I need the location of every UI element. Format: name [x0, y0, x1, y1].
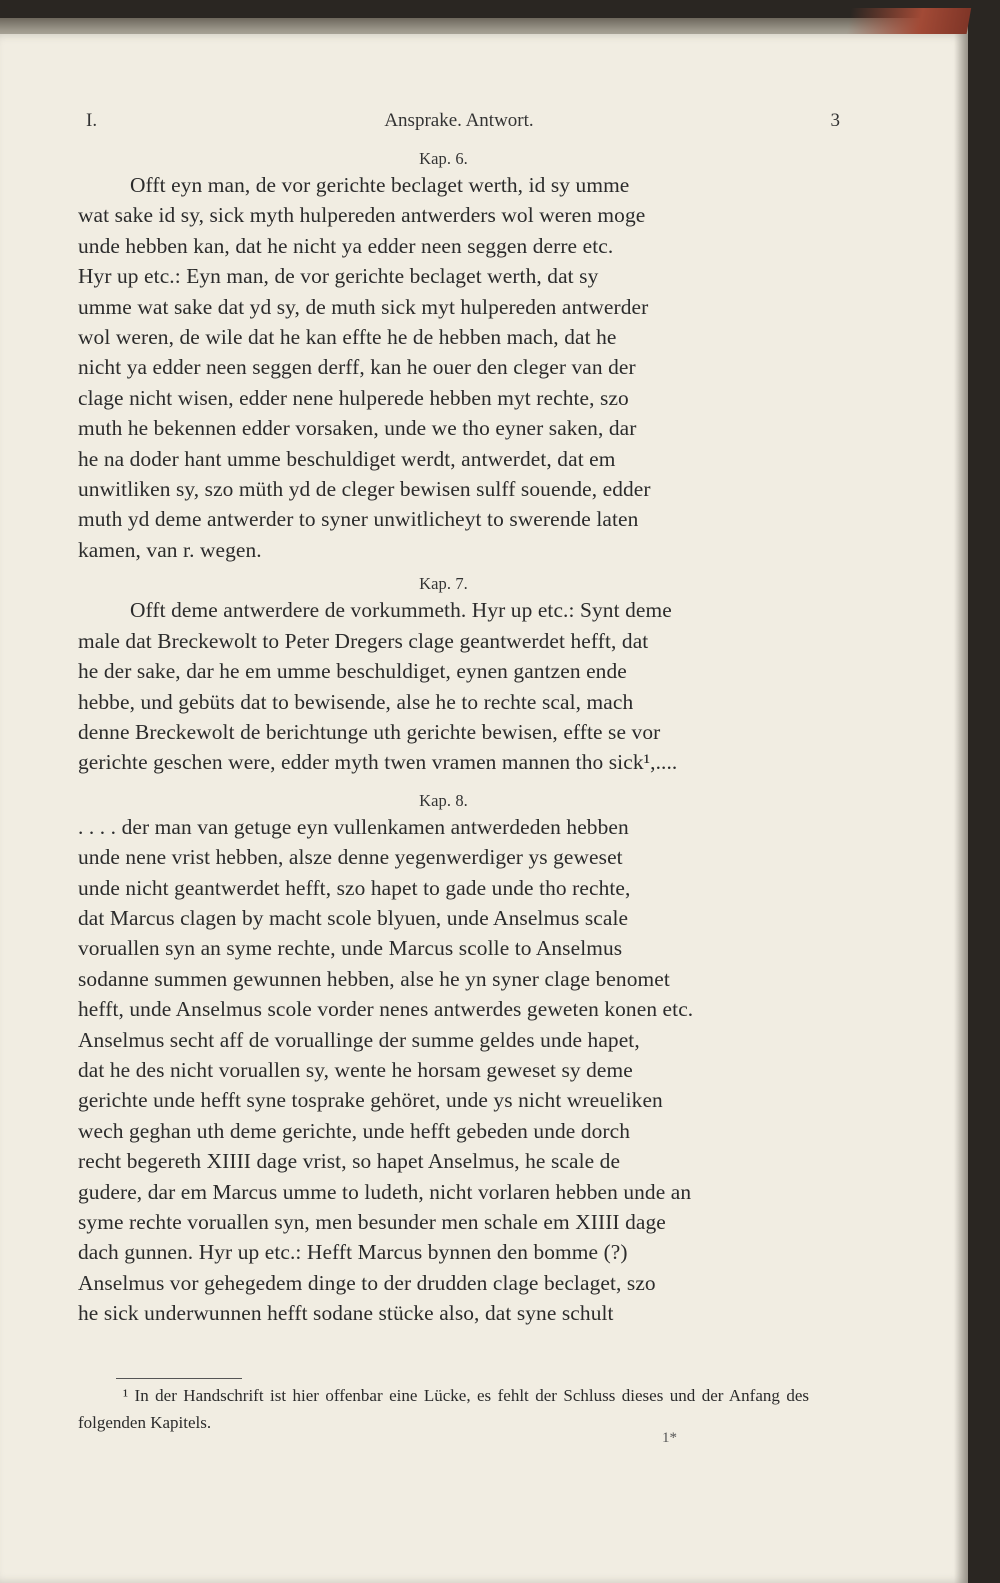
chapter-heading-8: Kap. 8. [419, 790, 468, 810]
header-signature: I. [86, 110, 98, 131]
chapter-6-text: Offt eyn man, de vor gerichte beclaget werth, id sy umme wat sake id sy, sick myth hulpereden antwerders wol weren moge unde hebben kan, dat he nicht ya edder neen seggen derre etc. Hyr up etc.: Eyn man, de vor gerichte beclaget werth, dat sy umme wat sake dat yd sy, de muth sick myt hulpereden antwerder wol weren, de wile dat he kan effte he de hebben mach, dat he nicht ya edder neen seggen derff, kan he ouer den cleger van der clage nicht wisen, edder nene hulperede hebben myt rechte, szo muth he bekennen edder vorsaken, unde we tho eyner saken, dar he na doder hant umme beschuldiget werdt, antwerdet, dat em unwitliken sy, szo müth yd de cleger bewisen sulff souende, edder muth yd deme antwerder to syner unwitlicheyt to swerende laten kamen, van r. wegen. [78, 173, 651, 562]
page-header [78, 110, 840, 136]
chapter-heading-7: Kap. 7. [419, 574, 468, 594]
chapter-7-text: Offt deme antwerdere de vorkummeth. Hyr up etc.: Synt deme male dat Breckewolt to Peter Dregers clage geantwerdet hefft, dat he der sake, dar he em umme beschuldiget, eynen gantzen ende hebbe, und gebüts dat to bewisende, alse he to rechte scal, mach denne Breckewolt de berichtunge uth gerichte bewisen, effte se vor gerichte geschen were, edder myth twen vramen mannen tho sick¹,.... [78, 598, 678, 775]
chapter-8-text: . . . . der man van getuge eyn vullenkamen antwerdeden hebben unde nene vrist hebben, alsze denne yegenwerdiger ys geweset unde nicht geantwerdet hefft, szo hapet to gade unde tho rechte, dat Marcus clagen by macht scole blyuen, unde Anselmus scale voruallen syn an syme rechte, unde Marcus scolle to Anselmus sodanne summen gewunnen hebben, alse he yn syner clage benomet hefft, unde Anselmus scole vorder nenes antwerdes geweten konen etc. Anselmus secht aff de voruallinge der summe geldes unde hapet, dat he des nicht voruallen sy, wente he horsam geweset sy deme gerichte unde hefft syne tosprake gehöret, unde ys nicht wreueliken wech geghan uth deme gerichte, unde hefft gebeden unde dorch recht begereth XIIII dage vrist, so hapet Anselmus, he scale de gudere, dar em Marcus umme to ludeth, nicht vorlaren hebben unde an syme rechte voruallen syn, men besunder men schale em XIIII dage dach gunnen. Hyr up etc.: Hefft Marcus bynnen den bomme (?) Anselmus vor gehegedem dinge to der drudden clage beclaget, szo he sick underwunnen hefft sodane stücke also, dat syne schult [78, 814, 694, 1326]
footnote: ¹ In der Handschrift ist hier offenbar eine Lücke, es fehlt der Schluss dieses und der Anfang des folgenden Kapitels. [78, 1386, 809, 1432]
chapter-heading-6: Kap. 6. [419, 149, 468, 168]
signature-mark: 1* [662, 1430, 677, 1446]
running-title: Ansprake. Antwort. [384, 110, 534, 131]
page-number: 3 [830, 110, 840, 131]
footnote-rule [116, 1378, 242, 1379]
page-body [78, 148, 809, 1329]
